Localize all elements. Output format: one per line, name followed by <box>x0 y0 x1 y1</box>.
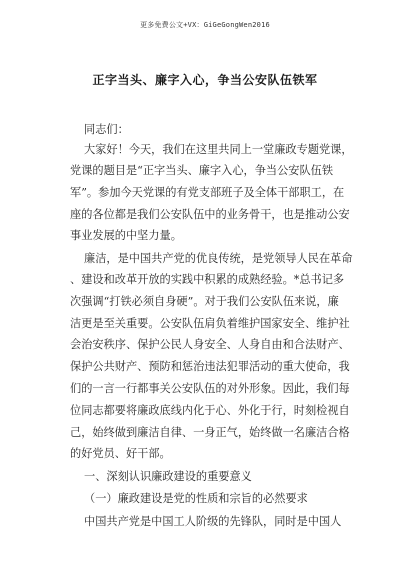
paragraph-line: 大家好！今天，我们在这里共同上一堂廉政专题党课， <box>84 143 353 156</box>
paragraph-line: 事业发展的中坚力量。 <box>70 229 182 242</box>
paragraph-line: 会治安秩序、保护公民人身安全、人身自由和合法财产、 <box>70 338 350 351</box>
page-header: 更多免费公文+VX：GiGeGongWen2016 <box>140 21 270 29</box>
subsection-heading: （一）廉政建设是党的性质和宗旨的必然要求 <box>84 492 308 505</box>
section-heading: 一、深刻认识廉政建设的重要意义 <box>84 470 252 483</box>
paragraph-line: 党课的题目是“正字当头、廉字入心，争当公安队伍铁 <box>70 164 334 177</box>
paragraph-line: 军”。参加今天党课的有党支部班子及全体干部职工，在 <box>70 186 345 199</box>
paragraph-line: 座的各位都是我们公安队伍中的业务骨干，也是推动公安 <box>70 208 350 221</box>
paragraph-line: 的好党员、好干部。 <box>70 447 171 460</box>
paragraph-line: 们的一言一行都事关公安队伍的对外形象。因此，我们每 <box>70 382 350 395</box>
paragraph-line: 次强调“打铁必须自身硬”。对于我们公安队伍来说，廉 <box>70 295 339 308</box>
paragraph-line: 、建设和改革开放的实践中积累的成熟经验。*总书记多 <box>70 273 345 286</box>
document-title: 正字当头、廉字入心，争当公安队伍铁军 <box>92 73 318 87</box>
paragraph-line: 己，始终做到廉洁自律、一身正气，始终做一名廉洁合格 <box>70 426 350 439</box>
paragraph-line: 中国共产党是中国工人阶级的先锋队，同时是中国人 <box>84 515 342 528</box>
paragraph-line: 位同志都要将廉政底线内化于心、外化于行，时刻检视自 <box>70 404 350 417</box>
paragraph-line: 洁更是至关重要。公安队伍肩负着维护国家安全、维护社 <box>70 317 350 330</box>
paragraph-line: 保护公共财产、预防和惩治违法犯罪活动的重大使命，我 <box>70 360 350 373</box>
paragraph-line: 廉洁，是中国共产党的优良传统，是党领导人民在革命 <box>84 252 353 265</box>
salutation: 同志们： <box>84 123 129 136</box>
